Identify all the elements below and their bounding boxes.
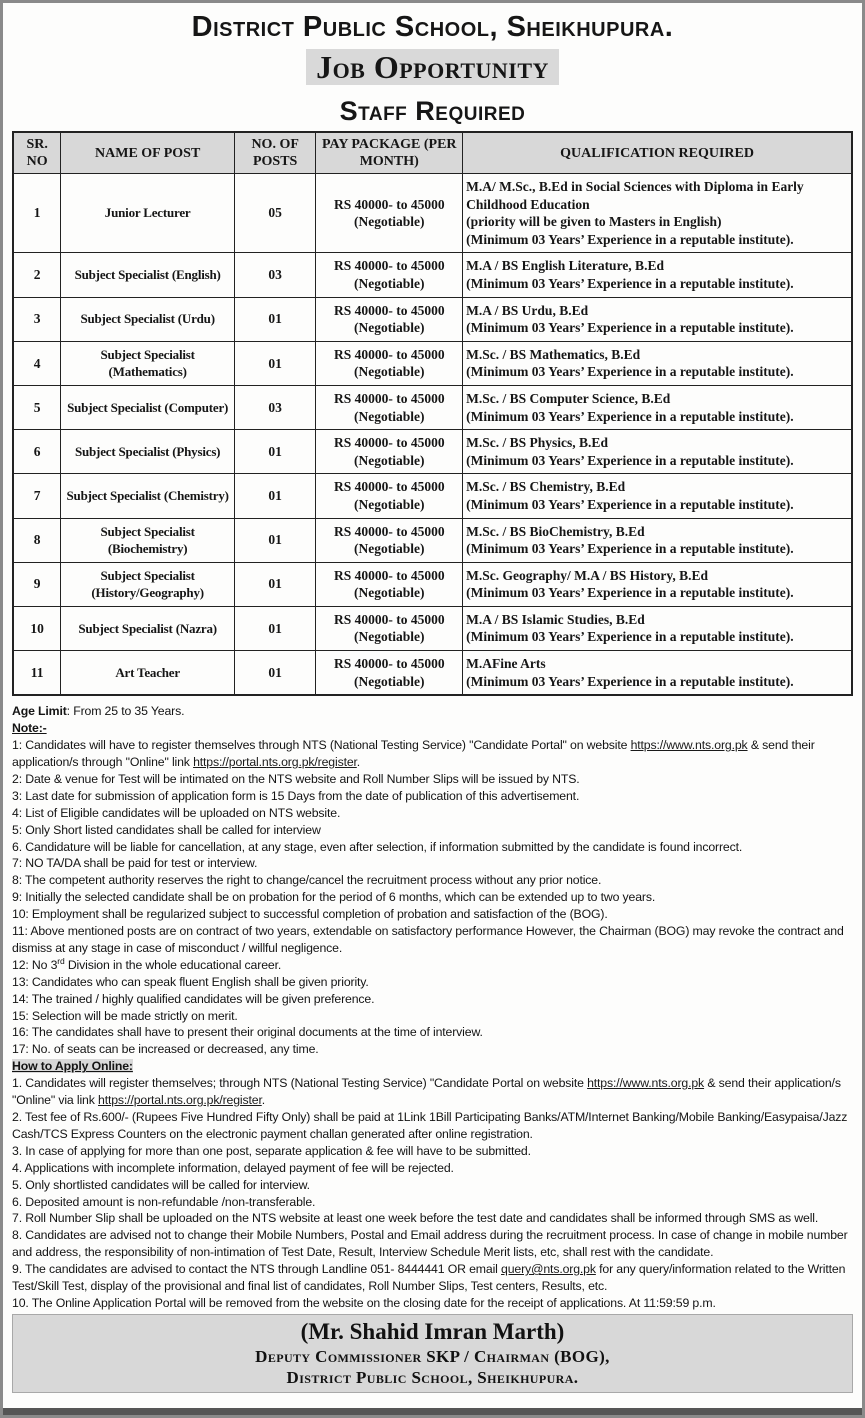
cell-no-of-posts: 03: [234, 253, 315, 297]
cell-pay-package: RS 40000- to 45000 (Negotiable): [316, 562, 463, 606]
cell-post-name: Subject Specialist (Computer): [61, 385, 235, 429]
note-text: 10: Employment shall be regularized subject to successful completion of probation and satisfaction of the (BOG).: [12, 907, 608, 922]
table-row: [13, 341, 852, 385]
table-row: [13, 297, 852, 341]
cell-pay-package: RS 40000- to 45000 (Negotiable): [316, 385, 463, 429]
note-item: [12, 872, 853, 889]
table-row: [13, 651, 852, 696]
cell-pay-package: RS 40000- to 45000 (Negotiable): [316, 474, 463, 518]
cell-sr-no: 1: [13, 174, 61, 253]
cell-no-of-posts: 01: [234, 474, 315, 518]
note-item: [12, 855, 853, 872]
advert-header: [12, 9, 853, 128]
cell-no-of-posts: 01: [234, 606, 315, 650]
note-text: & send their application/s through "Online" link: [12, 738, 815, 769]
age-limit-label: Age Limit: [12, 704, 67, 719]
note-item: [12, 957, 853, 974]
cell-sr-no: 8: [13, 518, 61, 562]
apply-heading-line: [12, 1058, 853, 1075]
note-text: 1: Candidates will have to register themselves through NTS (National Testing Service) "Candidate Portal" on website: [12, 738, 631, 753]
cell-pay-package: RS 40000- to 45000 (Negotiable): [316, 430, 463, 474]
cell-qualification: M.A/ M.Sc., B.Ed in Social Sciences with Diploma in Early Childhood Education (priority will be given to Masters in English) (Minimum 03 Years’ Experience in a reputable institute).: [463, 174, 852, 253]
note-link[interactable]: https://www.nts.org.pk: [630, 738, 748, 753]
cell-sr-no: 11: [13, 651, 61, 696]
cell-no-of-posts: 01: [234, 518, 315, 562]
note-item: [12, 1041, 853, 1058]
cell-pay-package: RS 40000- to 45000 (Negotiable): [316, 341, 463, 385]
note-text: 15: Selection will be made strictly on merit.: [12, 1008, 238, 1023]
apply-step-item: [12, 1210, 853, 1227]
cell-post-name: Subject Specialist (English): [61, 253, 235, 297]
table-row: [13, 518, 852, 562]
cell-sr-no: 10: [13, 606, 61, 650]
note-item: [12, 923, 853, 957]
note-item: [12, 805, 853, 822]
cell-pay-package: RS 40000- to 45000 (Negotiable): [316, 297, 463, 341]
apply-step-text: 6. Deposited amount is non-refundable /non-transferable.: [12, 1194, 316, 1209]
note-text: 8: The competent authority reserves the right to change/cancel the recruitment process without any prior notice.: [12, 873, 602, 888]
column-header-qualification: QUALIFICATION REQUIRED: [463, 132, 852, 174]
cell-pay-package: RS 40000- to 45000 (Negotiable): [316, 606, 463, 650]
note-item: [12, 737, 853, 771]
apply-step-link[interactable]: query@nts.org.pk: [501, 1262, 596, 1277]
note-text: 11: Above mentioned posts are on contract of two years, extendable on satisfactory performance However, the Chairman (BOG) may revoke the contract and dismiss at any stage in case of misconduct / willful negligence.: [12, 924, 844, 955]
cell-sr-no: 2: [13, 253, 61, 297]
table-row: [13, 253, 852, 297]
cell-post-name: Subject Specialist (History/Geography): [61, 562, 235, 606]
vacancies-table: [12, 131, 853, 696]
apply-step-item: [12, 1261, 853, 1295]
cell-no-of-posts: 03: [234, 385, 315, 429]
job-opportunity-row: [12, 46, 853, 95]
table-row: [13, 474, 852, 518]
age-limit-value: : From 25 to 35 Years.: [66, 704, 185, 719]
note-item: [12, 991, 853, 1008]
cell-qualification: M.Sc. / BS Physics, B.Ed (Minimum 03 Years’ Experience in a reputable institute).: [463, 430, 852, 474]
note-text: 7: NO TA/DA shall be paid for test or interview.: [12, 856, 258, 871]
job-opportunity-title: Job Opportunity: [306, 49, 559, 85]
note-item: [12, 974, 853, 991]
cell-pay-package: RS 40000- to 45000 (Negotiable): [316, 518, 463, 562]
cell-qualification: M.Sc. Geography/ M.A / BS History, B.Ed (Minimum 03 Years’ Experience in a reputable institute).: [463, 562, 852, 606]
column-header-sr-no: SR. NO: [13, 132, 61, 174]
apply-step-item: [12, 1075, 853, 1109]
column-header-post-name: NAME OF POST: [61, 132, 235, 174]
note-text: 3: Last date for submission of application form is 15 Days from the date of publication of this advertisement.: [12, 788, 580, 803]
apply-step-text: 4. Applications with incomplete information, delayed payment of fee will be rejected.: [12, 1160, 454, 1175]
cell-no-of-posts: 01: [234, 341, 315, 385]
note-text: 12: No 3: [12, 957, 58, 972]
note-item: [12, 822, 853, 839]
cell-post-name: Subject Specialist (Biochemistry): [61, 518, 235, 562]
cell-qualification: M.Sc. / BS Mathematics, B.Ed (Minimum 03 Years’ Experience in a reputable institute).: [463, 341, 852, 385]
note-text: 13: Candidates who can speak fluent English shall be given priority.: [12, 974, 369, 989]
note-text: .: [356, 754, 361, 769]
note-item: [12, 889, 853, 906]
cell-post-name: Subject Specialist (Physics): [61, 430, 235, 474]
apply-step-item: [12, 1194, 853, 1211]
apply-step-item: [12, 1177, 853, 1194]
cell-post-name: Subject Specialist (Nazra): [61, 606, 235, 650]
note-text: 17: No. of seats can be increased or decreased, any time.: [12, 1042, 319, 1057]
cell-no-of-posts: 01: [234, 430, 315, 474]
note-item: [12, 788, 853, 805]
note-item: [12, 906, 853, 923]
cell-sr-no: 6: [13, 430, 61, 474]
cell-qualification: M.Sc. / BS BioChemistry, B.Ed (Minimum 03 Years’ Experience in a reputable institute).: [463, 518, 852, 562]
cell-sr-no: 5: [13, 385, 61, 429]
column-header-no-of-posts: NO. OF POSTS: [234, 132, 315, 174]
signatory-organization: District Public School, Sheikhupura.: [286, 1367, 579, 1387]
note-item: [12, 771, 853, 788]
note-item: [12, 839, 853, 856]
apply-step-text: 1. Candidates will register themselves; through NTS (National Testing Service) "Candidate Portal on website: [12, 1076, 588, 1091]
cell-no-of-posts: 01: [234, 651, 315, 696]
cell-sr-no: 4: [13, 341, 61, 385]
note-text: 9: Initially the selected candidate shall be on probation for the period of 6 months, which can be extended up to two years.: [12, 890, 656, 905]
cell-pay-package: RS 40000- to 45000 (Negotiable): [316, 651, 463, 696]
school-title: District Public School, Sheikhupura.: [191, 11, 674, 43]
table-row: [13, 606, 852, 650]
apply-step-text: & send their application/s "Online" via link: [12, 1076, 841, 1108]
apply-step-text: 10. The Online Application Portal will be removed from the website on the closing date for the receipt of applications. At 11:59:59 p.m.: [12, 1295, 716, 1310]
cell-pay-package: RS 40000- to 45000 (Negotiable): [316, 253, 463, 297]
apply-step-item: [12, 1109, 853, 1143]
cell-qualification: M.A / BS Islamic Studies, B.Ed (Minimum 03 Years’ Experience in a reputable institute).: [463, 606, 852, 650]
cell-qualification: M.A / BS English Literature, B.Ed (Minimum 03 Years’ Experience in a reputable institute).: [463, 253, 852, 297]
page-bottom-edge: [3, 1408, 862, 1415]
apply-step-text: 7. Roll Number Slip shall be uploaded on the NTS website at least one week before the test date and candidates shall be informed through SMS as well.: [12, 1211, 819, 1226]
apply-step-text: 5. Only shortlisted candidates will be called for interview.: [12, 1177, 310, 1192]
note-link[interactable]: https://portal.nts.org.pk/register: [193, 754, 357, 769]
apply-step-text: 8. Candidates are advised not to change their Mobile Numbers, Postal and Email address during the recruitment process. In case of change in mobile number and address, the responsibility of non-intimation of Test Date, Result, Interview Schedule Merit lists, etc, shall rest with the candidate.: [12, 1228, 848, 1260]
cell-sr-no: 3: [13, 297, 61, 341]
note-text: 16: The candidates shall have to present their original documents at the time of interview.: [12, 1025, 483, 1040]
apply-step-item: [12, 1143, 853, 1160]
note-heading-line: [12, 720, 853, 737]
apply-step-text: for any query/information related to the Written Test/Skill Test, display of the provisional and final list of candidates, Roll Number Slips, Test centers, Results, etc.: [12, 1262, 846, 1294]
cell-qualification: M.A / BS Urdu, B.Ed (Minimum 03 Years’ Experience in a reputable institute).: [463, 297, 852, 341]
apply-step-text: 2. Test fee of Rs.600/- (Rupees Five Hundred Fifty Only) shall be paid at 1Link 1Bill Participating Banks/ATM/Internet Banking/Mobile Banking/Easypaisa/Jazz Cash/TCS Express Counters on the electronic payment challan generated after online registration.: [12, 1110, 848, 1141]
apply-list: [12, 1075, 853, 1312]
note-text: Division in the whole educational career.: [64, 957, 282, 972]
table-header-row: [13, 132, 852, 174]
signatory-title: Deputy Commissioner SKP / Chairman (BOG),: [255, 1346, 610, 1366]
table-row: [13, 562, 852, 606]
apply-step-link[interactable]: https://portal.nts.org.pk/register: [98, 1093, 262, 1108]
cell-qualification: M.Sc. / BS Chemistry, B.Ed (Minimum 03 Years’ Experience in a reputable institute).: [463, 474, 852, 518]
signatory-name: (Mr. Shahid Imran Marth): [300, 1318, 565, 1344]
apply-step-link[interactable]: https://www.nts.org.pk: [587, 1076, 705, 1091]
apply-step-text: .: [261, 1093, 266, 1108]
note-heading: Note:-: [12, 721, 47, 736]
note-item: [12, 1024, 853, 1041]
cell-no-of-posts: 01: [234, 562, 315, 606]
apply-step-item: [12, 1295, 853, 1312]
cell-post-name: Subject Specialist (Chemistry): [61, 474, 235, 518]
apply-step-item: [12, 1160, 853, 1177]
cell-post-name: Junior Lecturer: [61, 174, 235, 253]
signature-block: [12, 1314, 853, 1393]
cell-qualification: M.AFine Arts (Minimum 03 Years’ Experience in a reputable institute).: [463, 651, 852, 696]
table-row: [13, 174, 852, 253]
apply-step-text: 3. In case of applying for more than one post, separate application & fee will have to be submitted.: [12, 1143, 531, 1158]
cell-post-name: Subject Specialist (Urdu): [61, 297, 235, 341]
ordinal-superscript: rd: [57, 955, 65, 966]
age-limit-line: [12, 703, 853, 720]
note-item: [12, 1008, 853, 1025]
notes-list: [12, 737, 853, 1058]
cell-pay-package: RS 40000- to 45000 (Negotiable): [316, 174, 463, 253]
column-header-pay-package: PAY PACKAGE (PER MONTH): [316, 132, 463, 174]
apply-step-item: [12, 1227, 853, 1261]
table-row: [13, 385, 852, 429]
note-text: 14: The trained / highly qualified candidates will be given preference.: [12, 991, 375, 1006]
staff-required-title: Staff Required: [339, 96, 526, 126]
note-text: 2: Date & venue for Test will be intimated on the NTS website and Roll Number Slips will be issued by NTS.: [12, 771, 580, 786]
cell-sr-no: 7: [13, 474, 61, 518]
note-text: 5: Only Short listed candidates shall be called for interview: [12, 822, 321, 837]
cell-no-of-posts: 01: [234, 297, 315, 341]
apply-step-text: 9. The candidates are advised to contact the NTS through Landline 051- 8444441 OR email: [12, 1262, 502, 1277]
cell-post-name: Subject Specialist (Mathematics): [61, 341, 235, 385]
cell-no-of-posts: 05: [234, 174, 315, 253]
table-row: [13, 430, 852, 474]
cell-sr-no: 9: [13, 562, 61, 606]
cell-post-name: Art Teacher: [61, 651, 235, 696]
notes-section: [12, 703, 853, 1312]
cell-qualification: M.Sc. / BS Computer Science, B.Ed (Minimum 03 Years’ Experience in a reputable institute).: [463, 385, 852, 429]
note-text: 4: List of Eligible candidates will be uploaded on NTS website.: [12, 805, 341, 820]
how-to-apply-heading: How to Apply Online:: [12, 1059, 133, 1074]
note-text: 6. Candidature will be liable for cancellation, at any stage, even after selection, if information submitted by the candidate is found incorrect.: [12, 839, 743, 854]
